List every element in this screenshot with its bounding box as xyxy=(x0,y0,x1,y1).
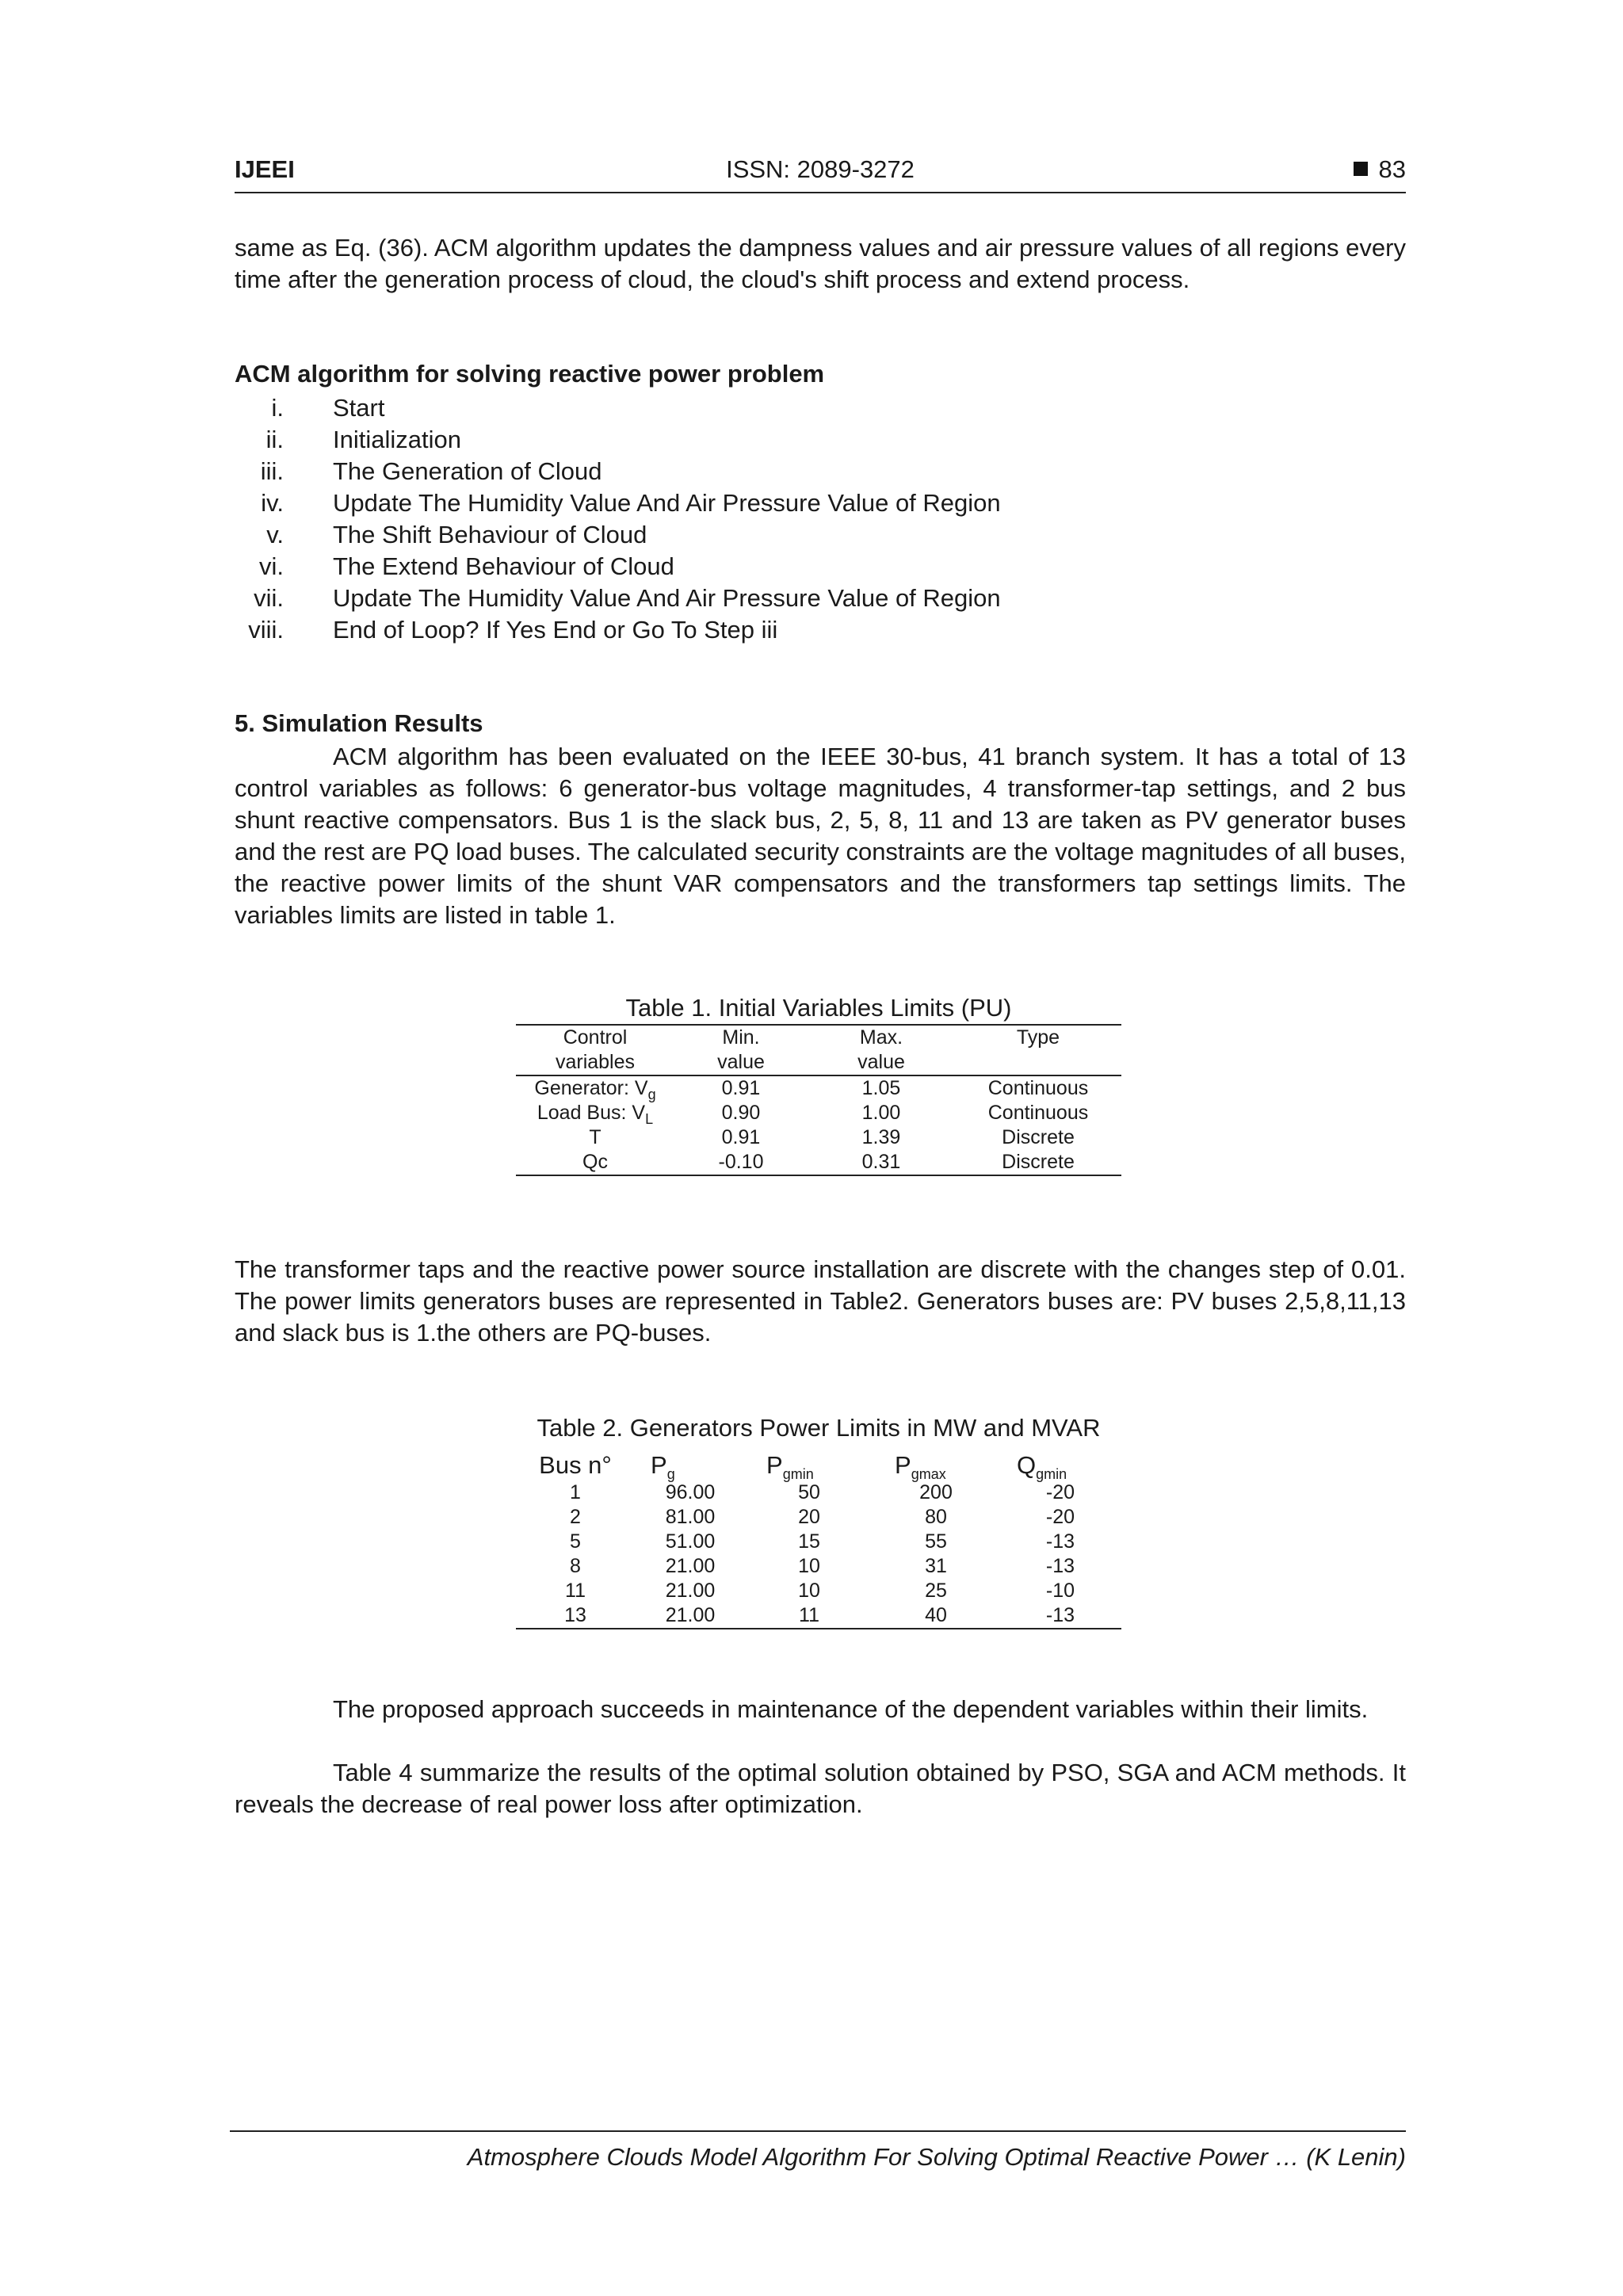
table2-cell-pgmax: 31 xyxy=(925,1555,947,1577)
step-number: i. xyxy=(271,394,284,422)
approach-paragraph: The proposed approach succeeds in maintenance of the dependent variables within their limits. xyxy=(333,1695,1369,1723)
table2-cell-bus: 5 xyxy=(570,1530,581,1553)
table2-cell-qgmin: -20 xyxy=(1045,1506,1075,1528)
table1-caption: Table 1. Initial Variables Limits (PU) xyxy=(625,994,1012,1022)
table2-cell-pg: 51.00 xyxy=(665,1530,716,1553)
table-row xyxy=(516,1579,1121,1603)
table2-header-pg: $P_g$ xyxy=(651,1451,675,1483)
table2-cell-pgmin: 11 xyxy=(746,1603,873,1629)
table1-cell-var: T xyxy=(589,1126,601,1148)
footer-text: Atmosphere Clouds Model Algorithm For Solving Optimal Reactive Power … (K Lenin) xyxy=(467,2143,1406,2171)
page-number xyxy=(1354,155,1406,184)
table2-header-bus: Bus n° xyxy=(539,1451,612,1479)
table-row xyxy=(516,1125,1121,1150)
table2-cell-pgmax: 25 xyxy=(925,1580,947,1602)
table2-cell-pgmin: 10 xyxy=(798,1580,820,1602)
table2-cell-pg: 81.00 xyxy=(665,1506,716,1528)
table-row xyxy=(516,1554,1121,1579)
table1-cell-min: 0.90 xyxy=(721,1102,761,1124)
transformer-paragraph: The transformer taps and the reactive power source installation are discrete with the changes step of 0.01. The power limits generators buses are represented in Table2. Generators buses are: PV buses 2,5,8,11,13 and slack bus is 1.the others are PQ-buses. xyxy=(235,1255,1406,1347)
table-row xyxy=(516,1480,1121,1505)
table2 xyxy=(516,1450,1121,1629)
page-header xyxy=(235,155,1406,193)
journal-name: IJEEI xyxy=(235,155,295,183)
step-text: The Shift Behaviour of Cloud xyxy=(333,521,647,548)
table2-header-pgmin: $P_{gmin}$ xyxy=(766,1451,814,1483)
table-row xyxy=(516,1603,1121,1629)
table1-cell-type: Discrete xyxy=(1002,1126,1075,1148)
table-row xyxy=(516,1505,1121,1530)
table1-cell-max: 1.39 xyxy=(861,1126,901,1148)
table-row xyxy=(516,1150,1121,1175)
table1-header-min: Min. value xyxy=(674,1025,808,1075)
table2-cell-bus: 2 xyxy=(570,1506,581,1528)
table1-cell-min: 0.91 xyxy=(674,1075,808,1101)
table1-cell-type: Discrete xyxy=(955,1150,1121,1175)
step-text: Update The Humidity Value And Air Pressure Value of Region xyxy=(333,584,1001,612)
table1-header-type: Type xyxy=(955,1025,1121,1075)
table2-cell-pg: 21.00 xyxy=(665,1555,716,1577)
step-number: vi. xyxy=(259,552,284,580)
table2-cell-bus: 13 xyxy=(516,1603,635,1629)
step-number: iv. xyxy=(261,489,284,517)
table2-caption: Table 2. Generators Power Limits in MW and MVAR xyxy=(537,1414,1101,1442)
step-text: The Generation of Cloud xyxy=(333,457,602,485)
table1-cell-max: 1.05 xyxy=(808,1075,955,1101)
algorithm-heading: ACM algorithm for solving reactive power problem xyxy=(235,360,825,388)
table1-cell-max: 1.00 xyxy=(861,1102,901,1124)
issn-label: ISSN: 2089-3272 xyxy=(726,155,915,183)
table1-header-control: Control variables xyxy=(516,1025,674,1075)
table1-cell-var: Qc xyxy=(516,1150,674,1175)
simulation-paragraph: ACM algorithm has been evaluated on the IEEE 30-bus, 41 branch system. It has a total of 13 control variables as follows: 6 generator-bus voltage magnitudes, 4 transformer-tap settings, and 2 bus shunt reactive compensators. Bus 1 is the slack bus, 2, 5, 8, 11 and 13 are taken as PV generator buses and the rest are PQ load buses. The calculated security constraints are the voltage magnitudes of all buses, the reactive power limits of the shunt VAR compensators and the transformers tap settings limits. The variables limits are listed in table 1. xyxy=(235,743,1406,929)
table1-cell-var: Generator: $V_g$ xyxy=(516,1075,674,1101)
table2-cell-pgmin: 10 xyxy=(798,1555,820,1577)
table1-cell-min: 0.91 xyxy=(721,1126,761,1148)
table2-cell-qgmin: -13 xyxy=(999,1603,1121,1629)
table2-cell-bus: 1 xyxy=(570,1481,581,1503)
table2-cell-pgmax: 200 xyxy=(919,1481,953,1503)
section-heading: 5. Simulation Results xyxy=(235,709,483,737)
table2-cell-qgmin: -10 xyxy=(1045,1580,1075,1602)
intro-paragraph: same as Eq. (36). ACM algorithm updates the dampness values and air pressure values of all regions every time after the generation process of cloud, the cloud's shift process and extend process. xyxy=(235,234,1406,293)
table2-cell-pgmax: 80 xyxy=(925,1506,947,1528)
table2-cell-pgmin: 15 xyxy=(798,1530,820,1553)
step-number: viii. xyxy=(248,616,284,644)
table2-cell-qgmin: -20 xyxy=(1045,1481,1075,1503)
table1-cell-type: Continuous xyxy=(955,1075,1121,1101)
table2-cell-pgmin: 50 xyxy=(798,1481,820,1503)
table1-cell-max: 0.31 xyxy=(808,1150,955,1175)
page-number-value: 83 xyxy=(1378,155,1406,183)
table-row xyxy=(516,1101,1121,1125)
step-number: vii. xyxy=(254,584,284,612)
step-number: ii. xyxy=(265,426,284,453)
table1-cell-type: Continuous xyxy=(987,1102,1089,1124)
step-text: End of Loop? If Yes End or Go To Step iii xyxy=(333,616,778,644)
table1 xyxy=(516,1024,1121,1176)
table2-cell-pgmax: 55 xyxy=(925,1530,947,1553)
table1-cell-var: Load Bus: $V_L$ xyxy=(537,1102,654,1127)
summary-paragraph: Table 4 summarize the results of the optimal solution obtained by PSO, SGA and ACM methods. It reveals the decrease of real power loss after optimization. xyxy=(235,1759,1406,1818)
table2-header-pgmax: $P_{gmax}$ xyxy=(895,1451,946,1483)
square-bullet-icon xyxy=(1354,162,1368,176)
step-number: iii. xyxy=(260,457,284,485)
step-number: v. xyxy=(266,521,284,548)
table2-cell-pgmax: 40 xyxy=(873,1603,999,1629)
table2-cell-bus: 11 xyxy=(565,1580,586,1602)
table2-cell-pg: 96.00 xyxy=(665,1481,716,1503)
step-text: Update The Humidity Value And Air Pressure Value of Region xyxy=(333,489,1001,517)
table-row xyxy=(516,1075,1121,1101)
table2-cell-qgmin: -13 xyxy=(1045,1555,1075,1577)
step-text: Start xyxy=(333,394,385,422)
table2-cell-pgmin: 20 xyxy=(798,1506,820,1528)
table1-header-max: Max. value xyxy=(808,1025,955,1075)
table2-cell-bus: 8 xyxy=(570,1555,581,1577)
table2-cell-qgmin: -13 xyxy=(1045,1530,1075,1553)
step-text: Initialization xyxy=(333,426,461,453)
step-text: The Extend Behaviour of Cloud xyxy=(333,552,674,580)
table2-header-qgmin: $Q_{gmin}$ xyxy=(1017,1451,1067,1483)
table-row xyxy=(516,1530,1121,1554)
table1-cell-min: -0.10 xyxy=(674,1150,808,1175)
page-footer xyxy=(230,2130,1406,2171)
table2-cell-pg: 21.00 xyxy=(635,1603,746,1629)
table2-cell-pg: 21.00 xyxy=(665,1580,716,1602)
